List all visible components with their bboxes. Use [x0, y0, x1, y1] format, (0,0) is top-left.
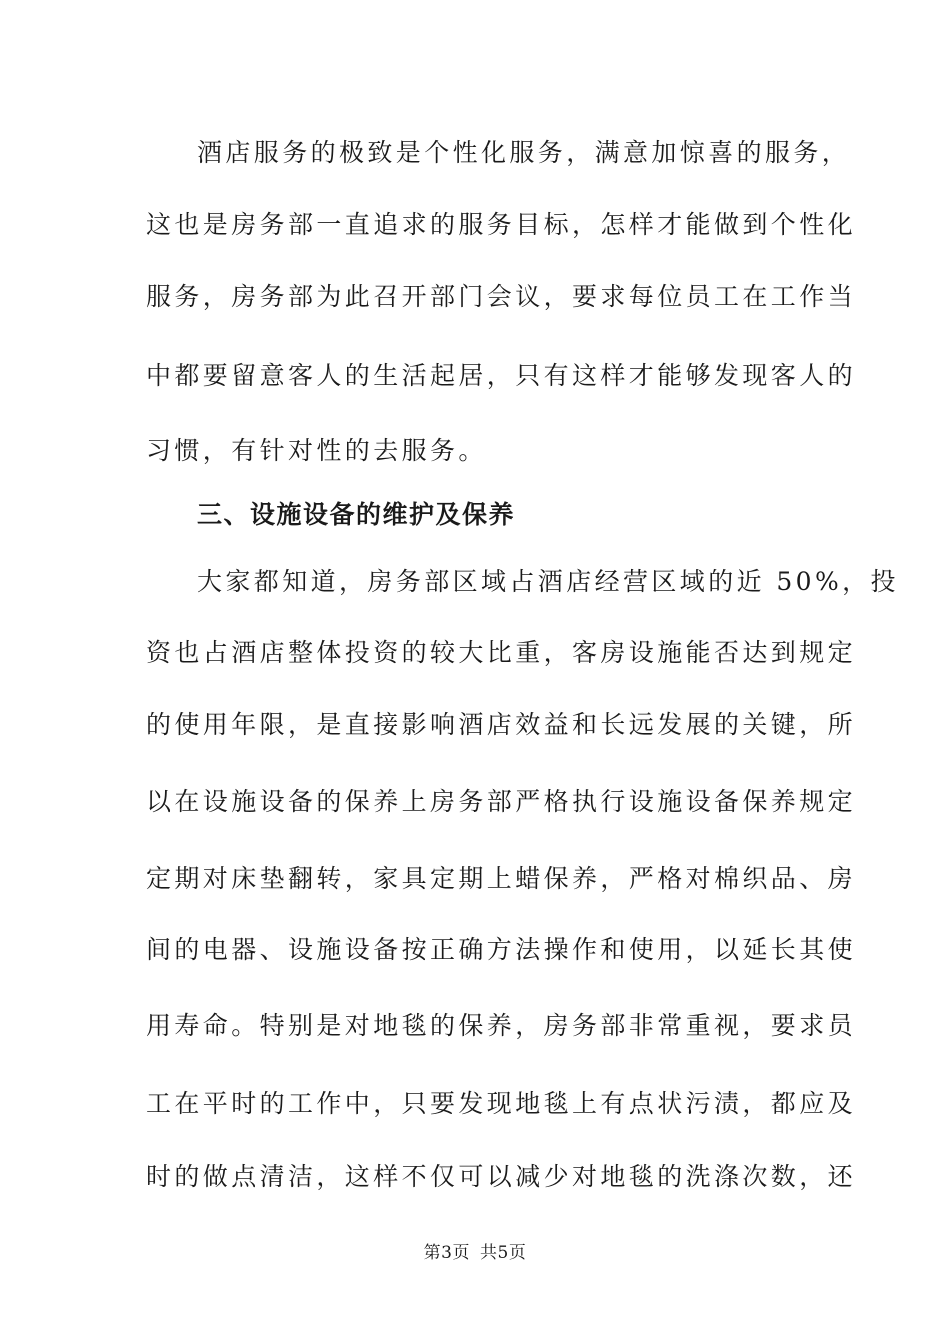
- paragraph-1-line-4: 中都要留意客人的生活起居，只有这样才能够发现客人的: [146, 361, 857, 390]
- paragraph-2-line-7: 用寿命。特别是对地毯的保养，房务部非常重视，要求员: [146, 1011, 857, 1040]
- paragraph-2-line-5: 定期对床垫翻转，家具定期上蜡保养，严格对棉织品、房: [146, 864, 857, 893]
- paragraph-1-line-5: 习惯，有针对性的去服务。: [146, 436, 487, 465]
- page-number: 第3页: [423, 1243, 470, 1263]
- paragraph-2-line-8: 工在平时的工作中，只要发现地毯上有点状污渍，都应及: [146, 1089, 857, 1118]
- paragraph-2-line-6: 间的电器、设施设备按正确方法操作和使用，以延长其使: [146, 935, 857, 964]
- paragraph-2-line-4: 以在设施设备的保养上房务部严格执行设施设备保养规定: [146, 787, 857, 816]
- page-total: 共5页: [480, 1243, 527, 1263]
- page-footer: [0, 1242, 950, 1264]
- section-heading: 三、设施设备的维护及保养: [197, 500, 516, 529]
- paragraph-2-line-2: 资也占酒店整体投资的较大比重，客房设施能否达到规定: [146, 638, 857, 667]
- paragraph-2-line-9: 时的做点清洁，这样不仅可以减少对地毯的洗涤次数，还: [146, 1162, 857, 1191]
- paragraph-2-line-3: 的使用年限，是直接影响酒店效益和长远发展的关键，所: [146, 710, 857, 739]
- paragraph-1-line-3: 服务，房务部为此召开部门会议，要求每位员工在工作当: [146, 282, 857, 311]
- paragraph-2-line-1: 大家都知道，房务部区域占酒店经营区域的近 50%，投: [197, 567, 899, 596]
- paragraph-1-line-1: 酒店服务的极致是个性化服务，满意加惊喜的服务，: [197, 138, 851, 167]
- paragraph-1-line-2: 这也是房务部一直追求的服务目标，怎样才能做到个性化: [146, 210, 857, 239]
